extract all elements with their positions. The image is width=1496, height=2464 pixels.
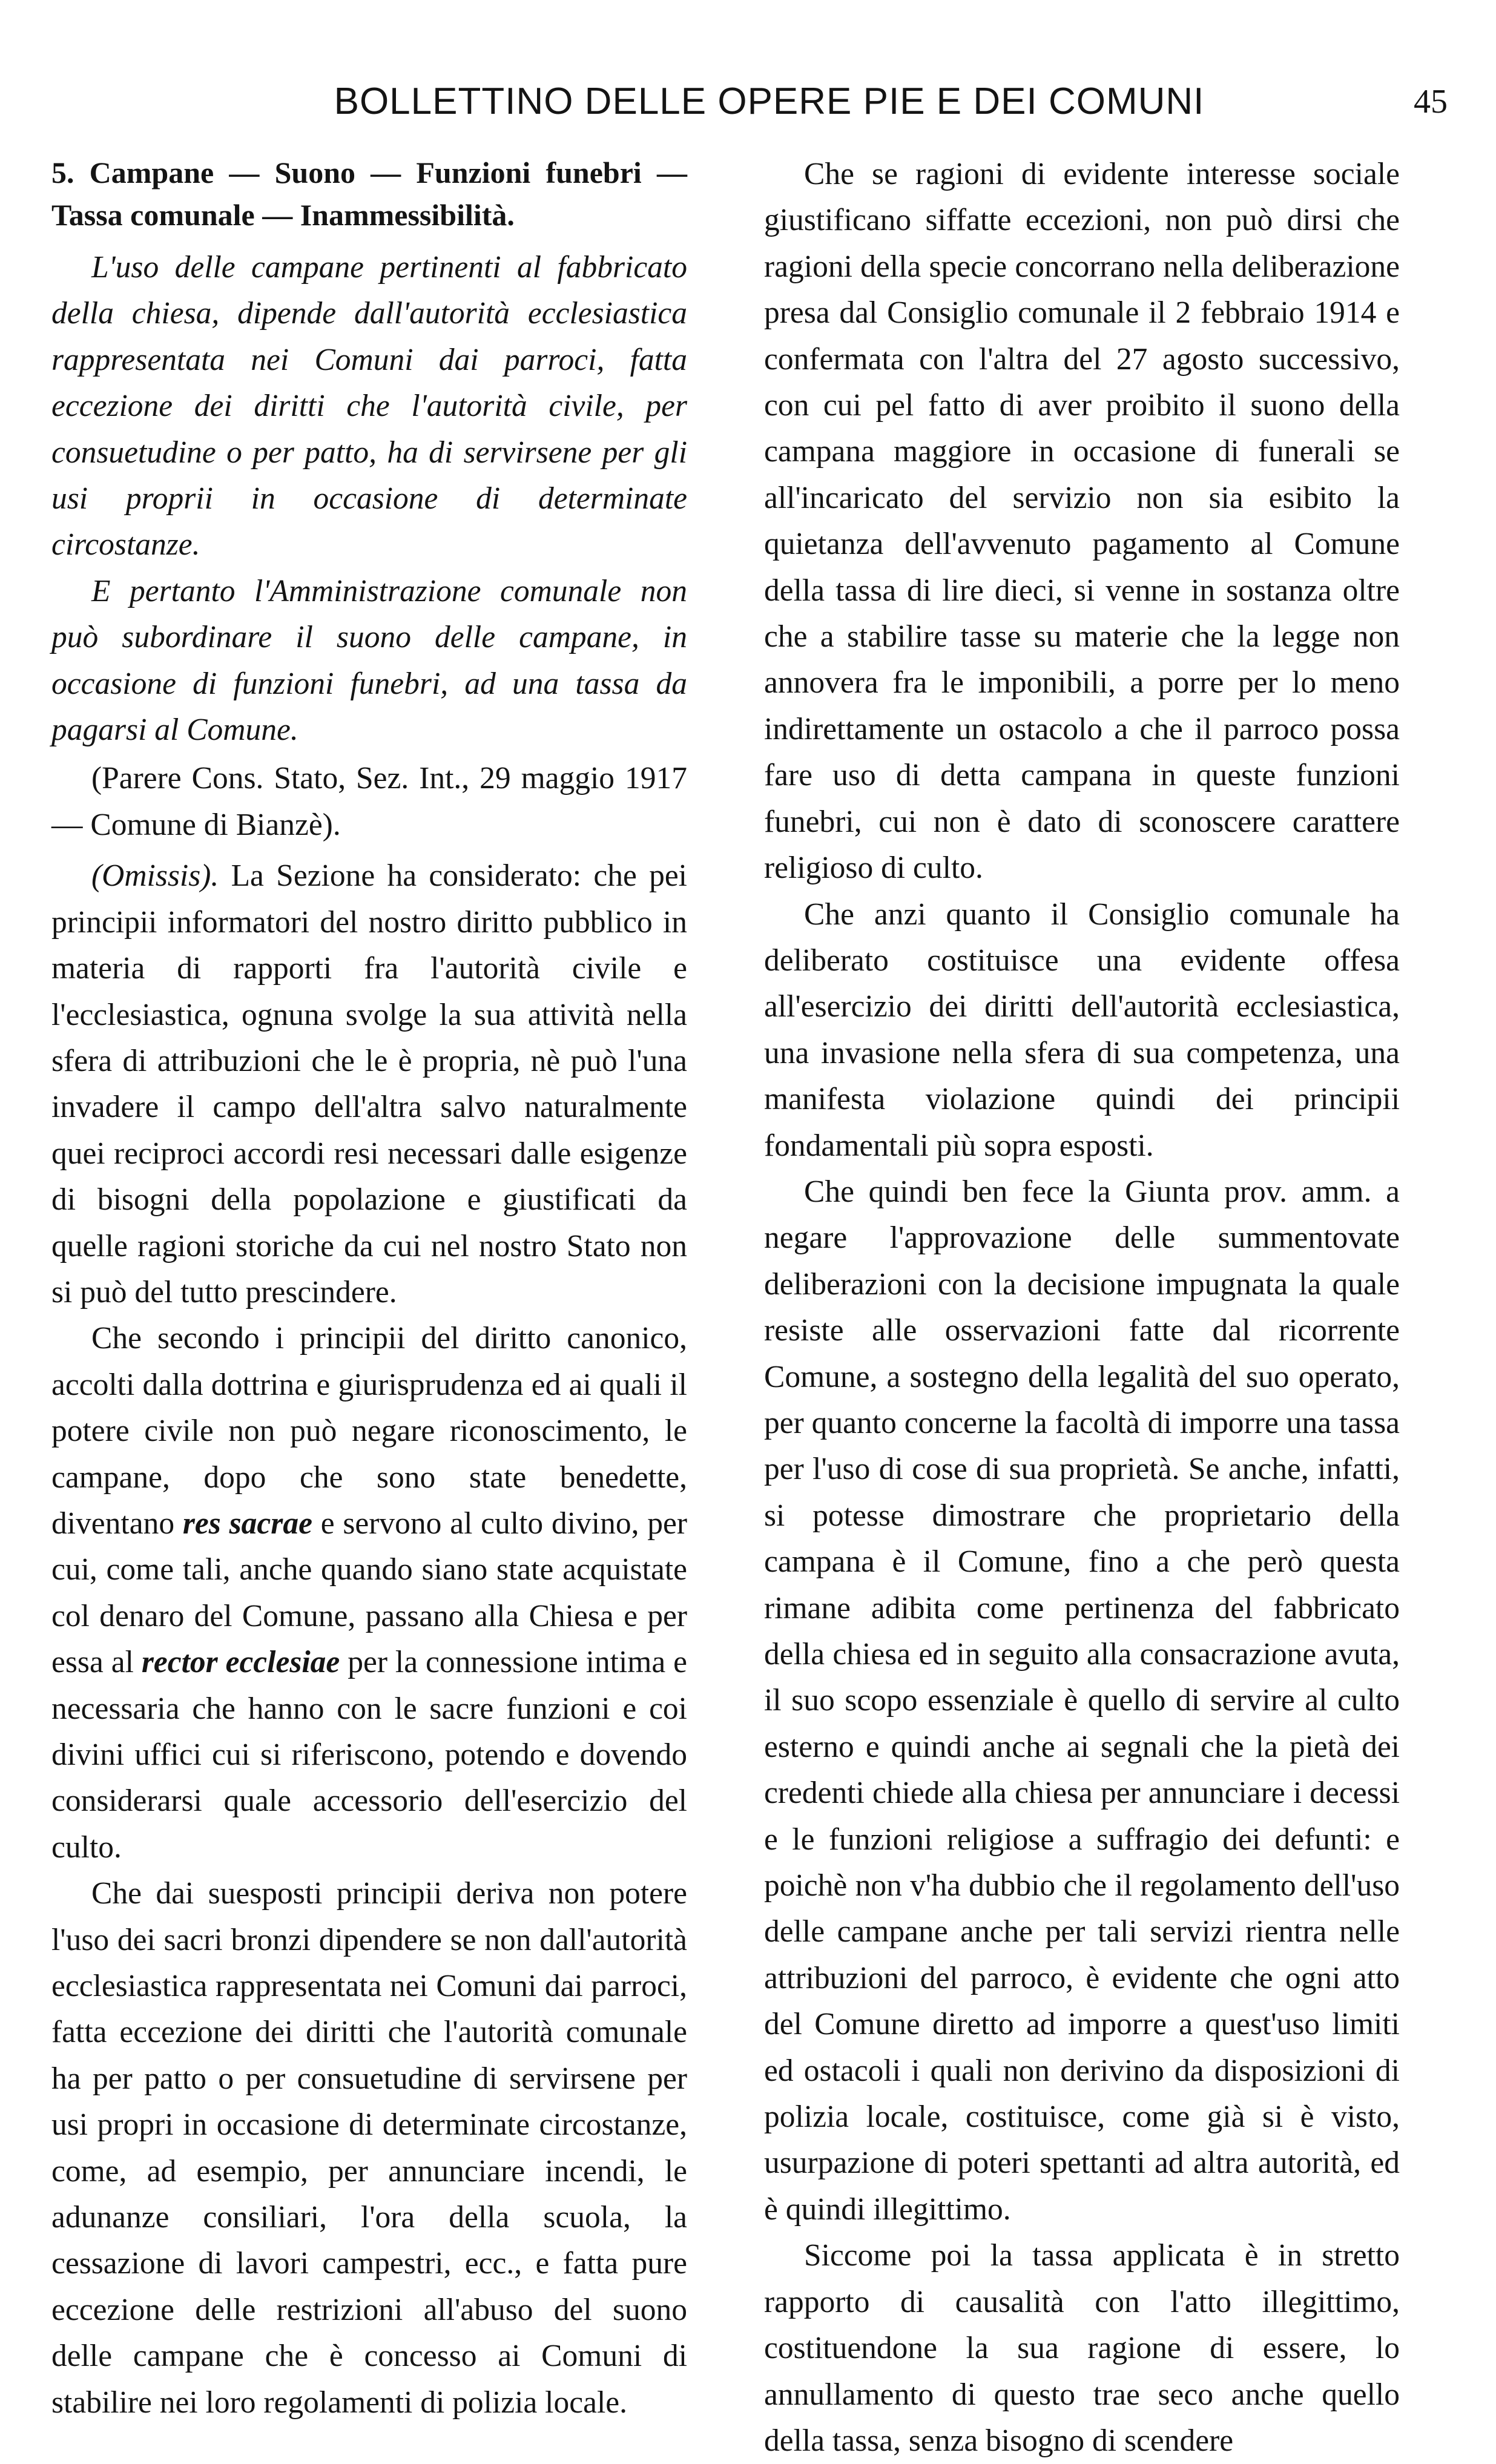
latin-term: rector ecclesiae [141, 1645, 340, 1680]
article-heading: 5. Campane — Suono — Funzioni funebri — Tassa comunale — Inammessibilità. [51, 156, 687, 232]
body-paragraph: Siccome poi la tassa applicata è in stretto rapporto di causalità con l'atto illegittimo, costituendone la sua ragione di essere, lo annullamento di questo trae seco anche quello della tassa, senza bisogno di scendere [764, 2238, 1400, 2458]
body-paragraph: Che quindi ben fece la Giunta prov. amm. a negare l'approvazione delle summentovate deliberazioni con la decisione impugnata la quale resiste alle osservazioni fatte dal ricorrente Comune, a sostegno della legalità del suo operato, per quanto concerne la facoltà di imporre una tassa per l'uso di cose di sua proprietà. Se anche, infatti, si potesse dimostrare che proprietario della campana è il Comune, fino a che però questa rimane adibita come pertinenza del fabbricato della chiesa ed in seguito alla consacrazione avuta, il suo scopo essenziale è quello di servire al culto esterno e quindi anche ai segnali che la pietà dei credenti chiede alla chiesa per annunciare i decessi e le funzioni religiose a suffragio dei defunti: e poichè non v'ha dubbio che il regolamento dell'uso delle campane anche per tali servizi rientra nelle attribuzioni del parroco, è evidente che ogni atto del Comune diretto ad imporre a quest'uso limiti ed ostacoli i quali non derivino da disposizioni di polizia locale, costituisce, come già si è visto, usurpazione di poteri spettanti ad altra autorità, ed è quindi illegittimo. [764, 1174, 1400, 2227]
omissis-label: (Omissis). [91, 858, 219, 894]
body-text: Che secondo i principii del diritto canonico, accolti dalla dottrina e giurisprudenza ed ai quali il potere civile non può negare riconoscimento, le campane, dopo che sono state benedette, diventano [51, 1321, 687, 1541]
maxim-paragraph: E pertanto l'Amministrazione comunale non può subordinare il suono delle campane, in occasione di funzioni funebri, ad una tassa da pagarsi al Comune. [51, 573, 687, 748]
page-header [91, 77, 1448, 126]
right-column [764, 151, 1400, 2464]
body-paragraph: Che se ragioni di evidente interesse sociale giustificano siffatte eccezioni, non può dirsi che ragioni della specie concorrano nella deliberazione presa dal Consiglio comunale il 2 febbraio 1914 e confermata con l'altra del 27 agosto successivo, con cui pel fatto di aver proibito il suono della campana maggiore in occasione di funerali se all'incaricato del servizio non sia esibito la quietanza dell'avvenuto pagamento al Comune della tassa di lire dieci, si venne in sostanza oltre che a stabilire tasse su materie che la legge non annovera fra le imponibili, a porre per lo meno indirettamente un ostacolo a che il parroco possa fare uso di detta campana in queste funzioni funebri, cui non è dato di sconoscere carattere religioso di culto. [764, 157, 1400, 886]
running-title: BOLLETTINO DELLE OPERE PIE E DEI COMUNI [334, 81, 1205, 122]
body-paragraph: Che anzi quanto il Consiglio comunale ha deliberato costituisce una evidente offesa all'esercizio dei diritti dell'autorità ecclesiastica, una invasione nella sfera di sua competenza, una manifesta violazione quindi dei principii fondamentali più sopra esposti. [764, 897, 1400, 1163]
page-number: 45 [1414, 83, 1448, 120]
body-paragraph: Che dai suesposti principii deriva non potere l'uso dei sacri bronzi dipendere se non dall'autorità ecclesiastica rappresentata nei Comuni dai parroci, fatta eccezione dei diritti che l'autorità comunale ha per patto o per consuetudine di servirsene per usi propri in occasione di determinate circostanze, come, ad esempio, per annunciare incendi, le adunanze consiliari, l'ora della scuola, la cessazione di lavori campestri, ecc., e fatta pure eccezione delle restrizioni all'abuso del suono delle campane che è concesso ai Comuni di stabilire nei loro regolamenti di polizia locale. [51, 1876, 687, 2420]
maxim-paragraph: L'uso delle campane pertinenti al fabbricato della chiesa, dipende dall'autorità ecclesiastica rappresentata nei Comuni dai parroci, fatta eccezione dei diritti che l'autorità civile, per consuetudine o per patto, ha di servirsene per gli usi proprii in occasione di determinate circostanze. [51, 250, 687, 562]
body-text: La Sezione ha considerato: che pei principii informatori del nostro diritto pubblico in materia di rapporti fra l'autorità civile e l'ecclesiastica, ognuna svolge la sua attività nella sfera di attribuzioni che le è propria, nè può l'una invadere il campo dell'altra salvo naturalmente quei reciproci accordi resi necessari dalle esigenze di bisogni della popolazione e giustificati da quelle ragioni storiche da cui nel nostro Stato non si può del tutto prescindere. [51, 858, 687, 1309]
citation: (Parere Cons. Stato, Sez. Int., 29 maggio 1917 — Comune di Bianzè). [51, 761, 687, 842]
latin-term: res sacrae [182, 1506, 312, 1541]
body-text: e servono al culto divino, per cui, come tali, anche quando siano state acquistate col denaro del Comune, passano alla Chiesa e per essa al [51, 1506, 687, 1680]
body-paragraph [51, 853, 687, 1316]
left-column [51, 151, 687, 2426]
body-paragraph [51, 1316, 687, 1871]
body-text: per la connessione intima e necessaria che hanno con le sacre funzioni e coi divini uffici cui si riferiscono, potendo e dovendo considerarsi quale accessorio dell'esercizio del culto. [51, 1645, 687, 1865]
